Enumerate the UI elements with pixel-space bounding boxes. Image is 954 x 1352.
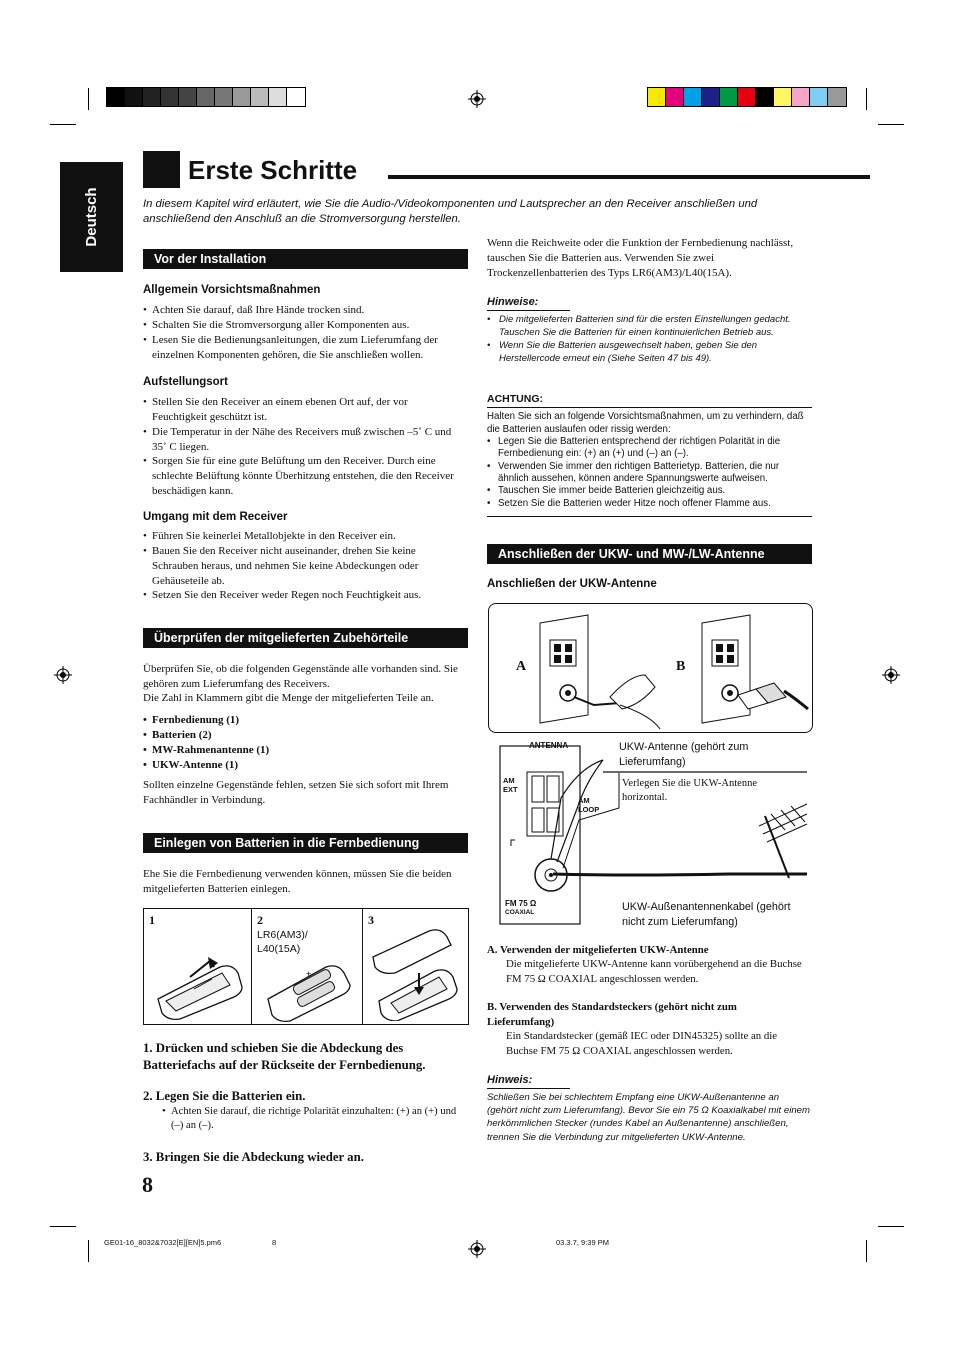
list-item: • Führen Sie keinerlei Metallobjekte in den Receiver ein. — [143, 529, 461, 544]
crop-mark — [878, 1226, 904, 1227]
step-1: 1. Drücken und schieben Sie die Abdeckung des Batteriefachs auf der Rückseite der Fernbedienung. — [143, 1041, 426, 1073]
fm-75-label: FM 75 Ω — [505, 899, 537, 908]
crop-mark — [88, 1240, 89, 1262]
list-item: • Achten Sie darauf, die richtige Polarität einzuhalten: (+) an (+) und (–) an (–). — [162, 1105, 468, 1134]
list-item: • UKW-Antenne (1) — [143, 758, 468, 773]
step-2-note — [162, 1105, 468, 1134]
section-batteries-heading: Einlegen von Batterien in die Fernbedienung — [143, 833, 468, 853]
label-b: B — [676, 659, 686, 674]
battery-type-label: LR6(AM3)/ L40(15A) — [257, 929, 308, 955]
option-b-title: B. Verwenden des Standardsteckers (gehört nicht zum Lieferumfang) — [487, 1001, 737, 1028]
step-2: 2. Legen Sie die Batterien ein. — [143, 1089, 306, 1103]
section-antenna-heading: Anschließen der UKW- und MW-/LW-Antenne — [487, 544, 812, 564]
list-item: • Sorgen Sie für eine gute Belüftung um den Receiver. Durch eine schlechte Belüftung könnte Überhitzung entstehen, die den Receiver beschädigen kann. — [143, 454, 463, 499]
notes-list — [487, 313, 807, 365]
list-item: • Bauen Sie den Receiver nicht auseinander, drehen Sie keine Schrauben heraus, und nehmen Sie keine Abdeckungen oder Gehäuseteile ab. — [143, 544, 461, 589]
registration-mark-icon — [468, 90, 486, 108]
section-accessories-heading: Überprüfen der mitgelieferten Zubehörteile — [143, 628, 468, 648]
crop-mark — [50, 124, 76, 125]
list-item: • Verwenden Sie immer den richtigen Batterietyp. Batterien, die nur ähnlich aussehen, können andere Spannungswerte aufweisen. — [487, 461, 812, 486]
outdoor-cable-label: UKW-Außenantennenkabel (gehört nicht zum Lieferumfang) — [622, 901, 791, 928]
handling-title: Umgang mit dem Receiver — [143, 511, 288, 523]
list-item: • Achten Sie darauf, daß Ihre Hände trocken sind. — [143, 303, 468, 318]
coaxial-label: COAXIAL — [505, 909, 535, 916]
list-item: • Lesen Sie die Bedienungsanleitungen, die zum Lieferumfang der einzelnen Komponenten gehören, die Sie anschließen wollen. — [143, 333, 468, 363]
fm-antenna-title: Anschließen der UKW-Antenne — [487, 578, 657, 590]
handling-list — [143, 529, 461, 603]
hint-text: Schließen Sie bei schlechtem Empfang eine UKW-Außenantenne an (gehört nicht zum Lieferumfang). Bevor Sie ein 75 Ω Koaxialkabel mit einem herkömmlichen Stecker (rundes Kabel an Außenantenne) anschließen, trennen Sie die Verbindung zur mitgelieferten UKW-Antenne. — [487, 1092, 810, 1143]
caution-intro: Halten Sie sich an folgende Vorsichtsmaßnahmen, um zu verhindern, daß die Batterien auslaufen oder rissig werden: — [487, 411, 804, 435]
list-item: • Batterien (2) — [143, 728, 468, 743]
svg-text:+: + — [306, 969, 312, 979]
grayscale-swatches — [106, 87, 306, 107]
location-title: Aufstellungsort — [143, 376, 228, 388]
color-swatches — [647, 87, 847, 107]
language-tab: Deutsch — [60, 162, 123, 272]
caution-list — [487, 436, 812, 510]
fm-supplied-label: UKW-Antenne (gehört zum Lieferumfang) — [619, 741, 749, 768]
accessories-list — [143, 713, 468, 772]
step-3: 3. Bringen Sie die Abdeckung wieder an. — [143, 1150, 364, 1164]
step-cell-1: 1 — [144, 909, 252, 1024]
fm-plug-connections-icon — [490, 605, 812, 732]
notes-heading: Hinweise: — [487, 295, 570, 311]
crop-mark — [866, 1240, 867, 1262]
hint-heading: Hinweis: — [487, 1073, 570, 1089]
list-item: • Stellen Sie den Receiver an einem ebenen Ort auf, der vor Feuchtigkeit geschützt ist. — [143, 395, 463, 425]
footer-filename: GE01-16_8032&7032[E][EN]5.pm6 — [104, 1238, 222, 1247]
crop-mark — [50, 1226, 76, 1227]
route-horizontal-label: Verlegen Sie die UKW-Antenne horizontal. — [622, 778, 757, 804]
page-title: Erste Schritte — [188, 155, 358, 185]
label-a: A — [516, 659, 527, 674]
intro-text: In diesem Kapitel wird erläutert, wie Sie die Audio-/Videokomponenten und Lautsprecher an den Receiver anschließen und anschließend den Anschluß an die Stromversorgung herstellen. — [143, 198, 758, 226]
list-item: • Tauschen Sie immer beide Batterien gleichzeitig aus. — [487, 485, 812, 497]
list-item: • Die mitgelieferten Batterien sind für die ersten Einstellungen gedacht. Tauschen Sie die Batterien für einen kontinuierlichen Betrieb aus. — [487, 313, 807, 339]
list-item: • Die Temperatur in der Nähe des Receivers muß zwischen –5˚ C und 35˚ C liegen. — [143, 425, 463, 455]
general-precautions-title: Allgemein Vorsichtsmaßnahmen — [143, 284, 321, 296]
list-item: • Setzen Sie den Receiver weder Regen noch Feuchtigkeit aus. — [143, 588, 461, 603]
footer-page: 8 — [272, 1238, 277, 1247]
registration-mark-icon — [54, 666, 72, 684]
close-cover-icon — [369, 917, 465, 1021]
list-item: • MW-Rahmenantenne (1) — [143, 743, 468, 758]
insert-batteries-icon — [262, 949, 360, 1023]
list-item: • Legen Sie die Batterien entsprechend der richtigen Polarität in die Fernbedienung ein: (+) an (+) und (–) an (–). — [487, 436, 812, 461]
location-list — [143, 395, 463, 499]
battery-steps-illustration — [143, 908, 469, 1025]
crop-mark — [88, 88, 89, 110]
am-loop-label: AM LOOP — [578, 796, 600, 814]
accessories-intro: Überprüfen Sie, ob die folgenden Gegenstände alle vorhanden sind. Sie gehören zum Lieferumfang des Receivers. — [143, 663, 458, 690]
footer-date: 03.3.7, 9:39 PM — [556, 1238, 609, 1247]
antenna-label: ANTENNA — [529, 741, 569, 750]
accessories-missing-note: Sollten einzelne Gegenstände fehlen, setzen Sie sich sofort mit Ihrem Fachhändler in Verbindung. — [143, 779, 449, 806]
title-block — [143, 151, 180, 188]
option-a-title: A. Verwenden der mitgelieferten UKW-Antenne — [487, 944, 709, 956]
list-item: • Setzen Sie die Batterien weder Hitze noch offener Flamme aus. — [487, 498, 812, 510]
step-cell-3: 3 — [363, 909, 468, 1024]
option-b-text: Ein Standardstecker (gemäß IEC oder DIN45325) sollte an die Buchse FM 75 Ω COAXIAL angeschlossen werden. — [506, 1030, 778, 1057]
list-item: • Fernbedienung (1) — [143, 713, 468, 728]
registration-mark-icon — [882, 666, 900, 684]
page-number: 8 — [142, 1172, 153, 1197]
section-installation-heading: Vor der Installation — [143, 249, 468, 269]
crop-mark — [866, 88, 867, 110]
registration-mark-icon — [468, 1240, 486, 1258]
batteries-intro: Ehe Sie die Fernbedienung verwenden können, müssen Sie die beiden mitgelieferten Batterien einlegen. — [143, 868, 452, 895]
accessories-quantity-note: Die Zahl in Klammern gibt die Menge der mitgelieferten Teile an. — [143, 692, 434, 704]
list-item: • Wenn Sie die Batterien ausgewechselt haben, geben Sie den Herstellercode erneut ein (Siehe Seiten 47 bis 49). — [487, 339, 807, 365]
remote-open-cover-icon — [150, 929, 246, 1021]
crop-mark — [878, 124, 904, 125]
battery-replacement-text: Wenn die Reichweite oder die Funktion der Fernbedienung nachlässt, tauschen Sie die Batterien aus. Verwenden Sie zwei Trockenzellenbatterien des Typs LR6(AM3)/L40(15A). — [487, 237, 794, 279]
step-cell-2: 2 LR6(AM3)/ L40(15A) + — [252, 909, 363, 1024]
caution-heading: ACHTUNG: — [487, 393, 812, 408]
list-item: • Schalten Sie die Stromversorgung aller Komponenten aus. — [143, 318, 468, 333]
option-a-text: Die mitgelieferte UKW-Antenne kann vorübergehend an die Buchse FM 75 Ω COAXIAL angeschlossen werden. — [506, 958, 802, 985]
am-ext-label: AM EXT — [503, 776, 518, 794]
title-rule — [388, 175, 870, 179]
general-precautions-list — [143, 303, 468, 362]
caution-box — [487, 393, 812, 517]
